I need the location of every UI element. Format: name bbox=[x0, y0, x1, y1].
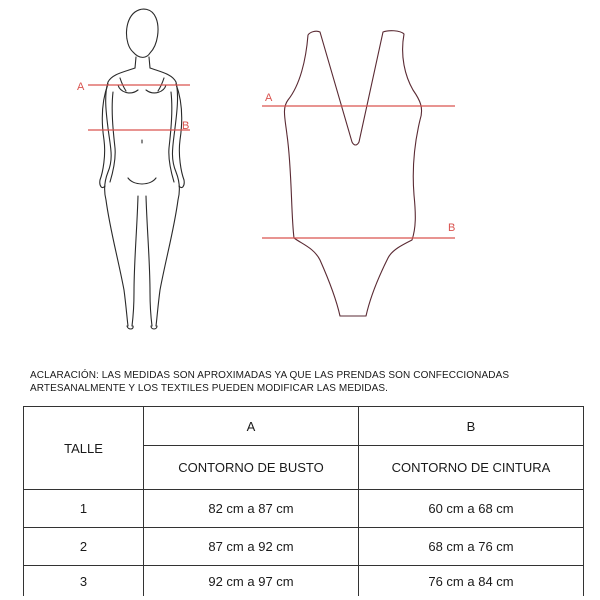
size-column-header: TALLE bbox=[24, 407, 144, 490]
bust-cell: 87 cm a 92 cm bbox=[144, 528, 359, 566]
size-table bbox=[23, 406, 584, 596]
disclaimer-note bbox=[30, 369, 570, 395]
body-label-b: B bbox=[182, 120, 190, 132]
waist-cell: 60 cm a 68 cm bbox=[359, 490, 584, 528]
garment-measure-lines bbox=[262, 92, 455, 238]
column-b-header: B bbox=[359, 407, 584, 446]
size-cell: 1 bbox=[24, 490, 144, 528]
disclaimer-line-2: ARTESANALMENTE Y LOS TEXTILES PUEDEN MODIFICAR LAS MEDIDAS. bbox=[30, 383, 389, 394]
waist-cell: 76 cm a 84 cm bbox=[359, 566, 584, 597]
table-row bbox=[24, 490, 584, 528]
column-a-header: A bbox=[144, 407, 359, 446]
body-measure-lines bbox=[77, 81, 190, 132]
size-cell: 2 bbox=[24, 528, 144, 566]
disclaimer-line-1: ACLARACIÓN: LAS MEDIDAS SON APROXIMADAS YA QUE LAS PRENDAS SON CONFECCIONADAS bbox=[30, 370, 510, 381]
garment-label-a: A bbox=[265, 92, 273, 104]
table-header-row bbox=[24, 407, 584, 446]
bust-cell: 82 cm a 87 cm bbox=[144, 490, 359, 528]
body-label-a: A bbox=[77, 81, 85, 93]
bust-column-header: CONTORNO DE BUSTO bbox=[144, 446, 359, 490]
garment-label-b: B bbox=[448, 222, 456, 234]
garment-figure bbox=[284, 31, 421, 316]
table-row bbox=[24, 528, 584, 566]
size-cell: 3 bbox=[24, 566, 144, 597]
waist-cell: 68 cm a 76 cm bbox=[359, 528, 584, 566]
table-row bbox=[24, 566, 584, 597]
bust-cell: 92 cm a 97 cm bbox=[144, 566, 359, 597]
waist-column-header: CONTORNO DE CINTURA bbox=[359, 446, 584, 490]
body-figure bbox=[100, 9, 184, 329]
